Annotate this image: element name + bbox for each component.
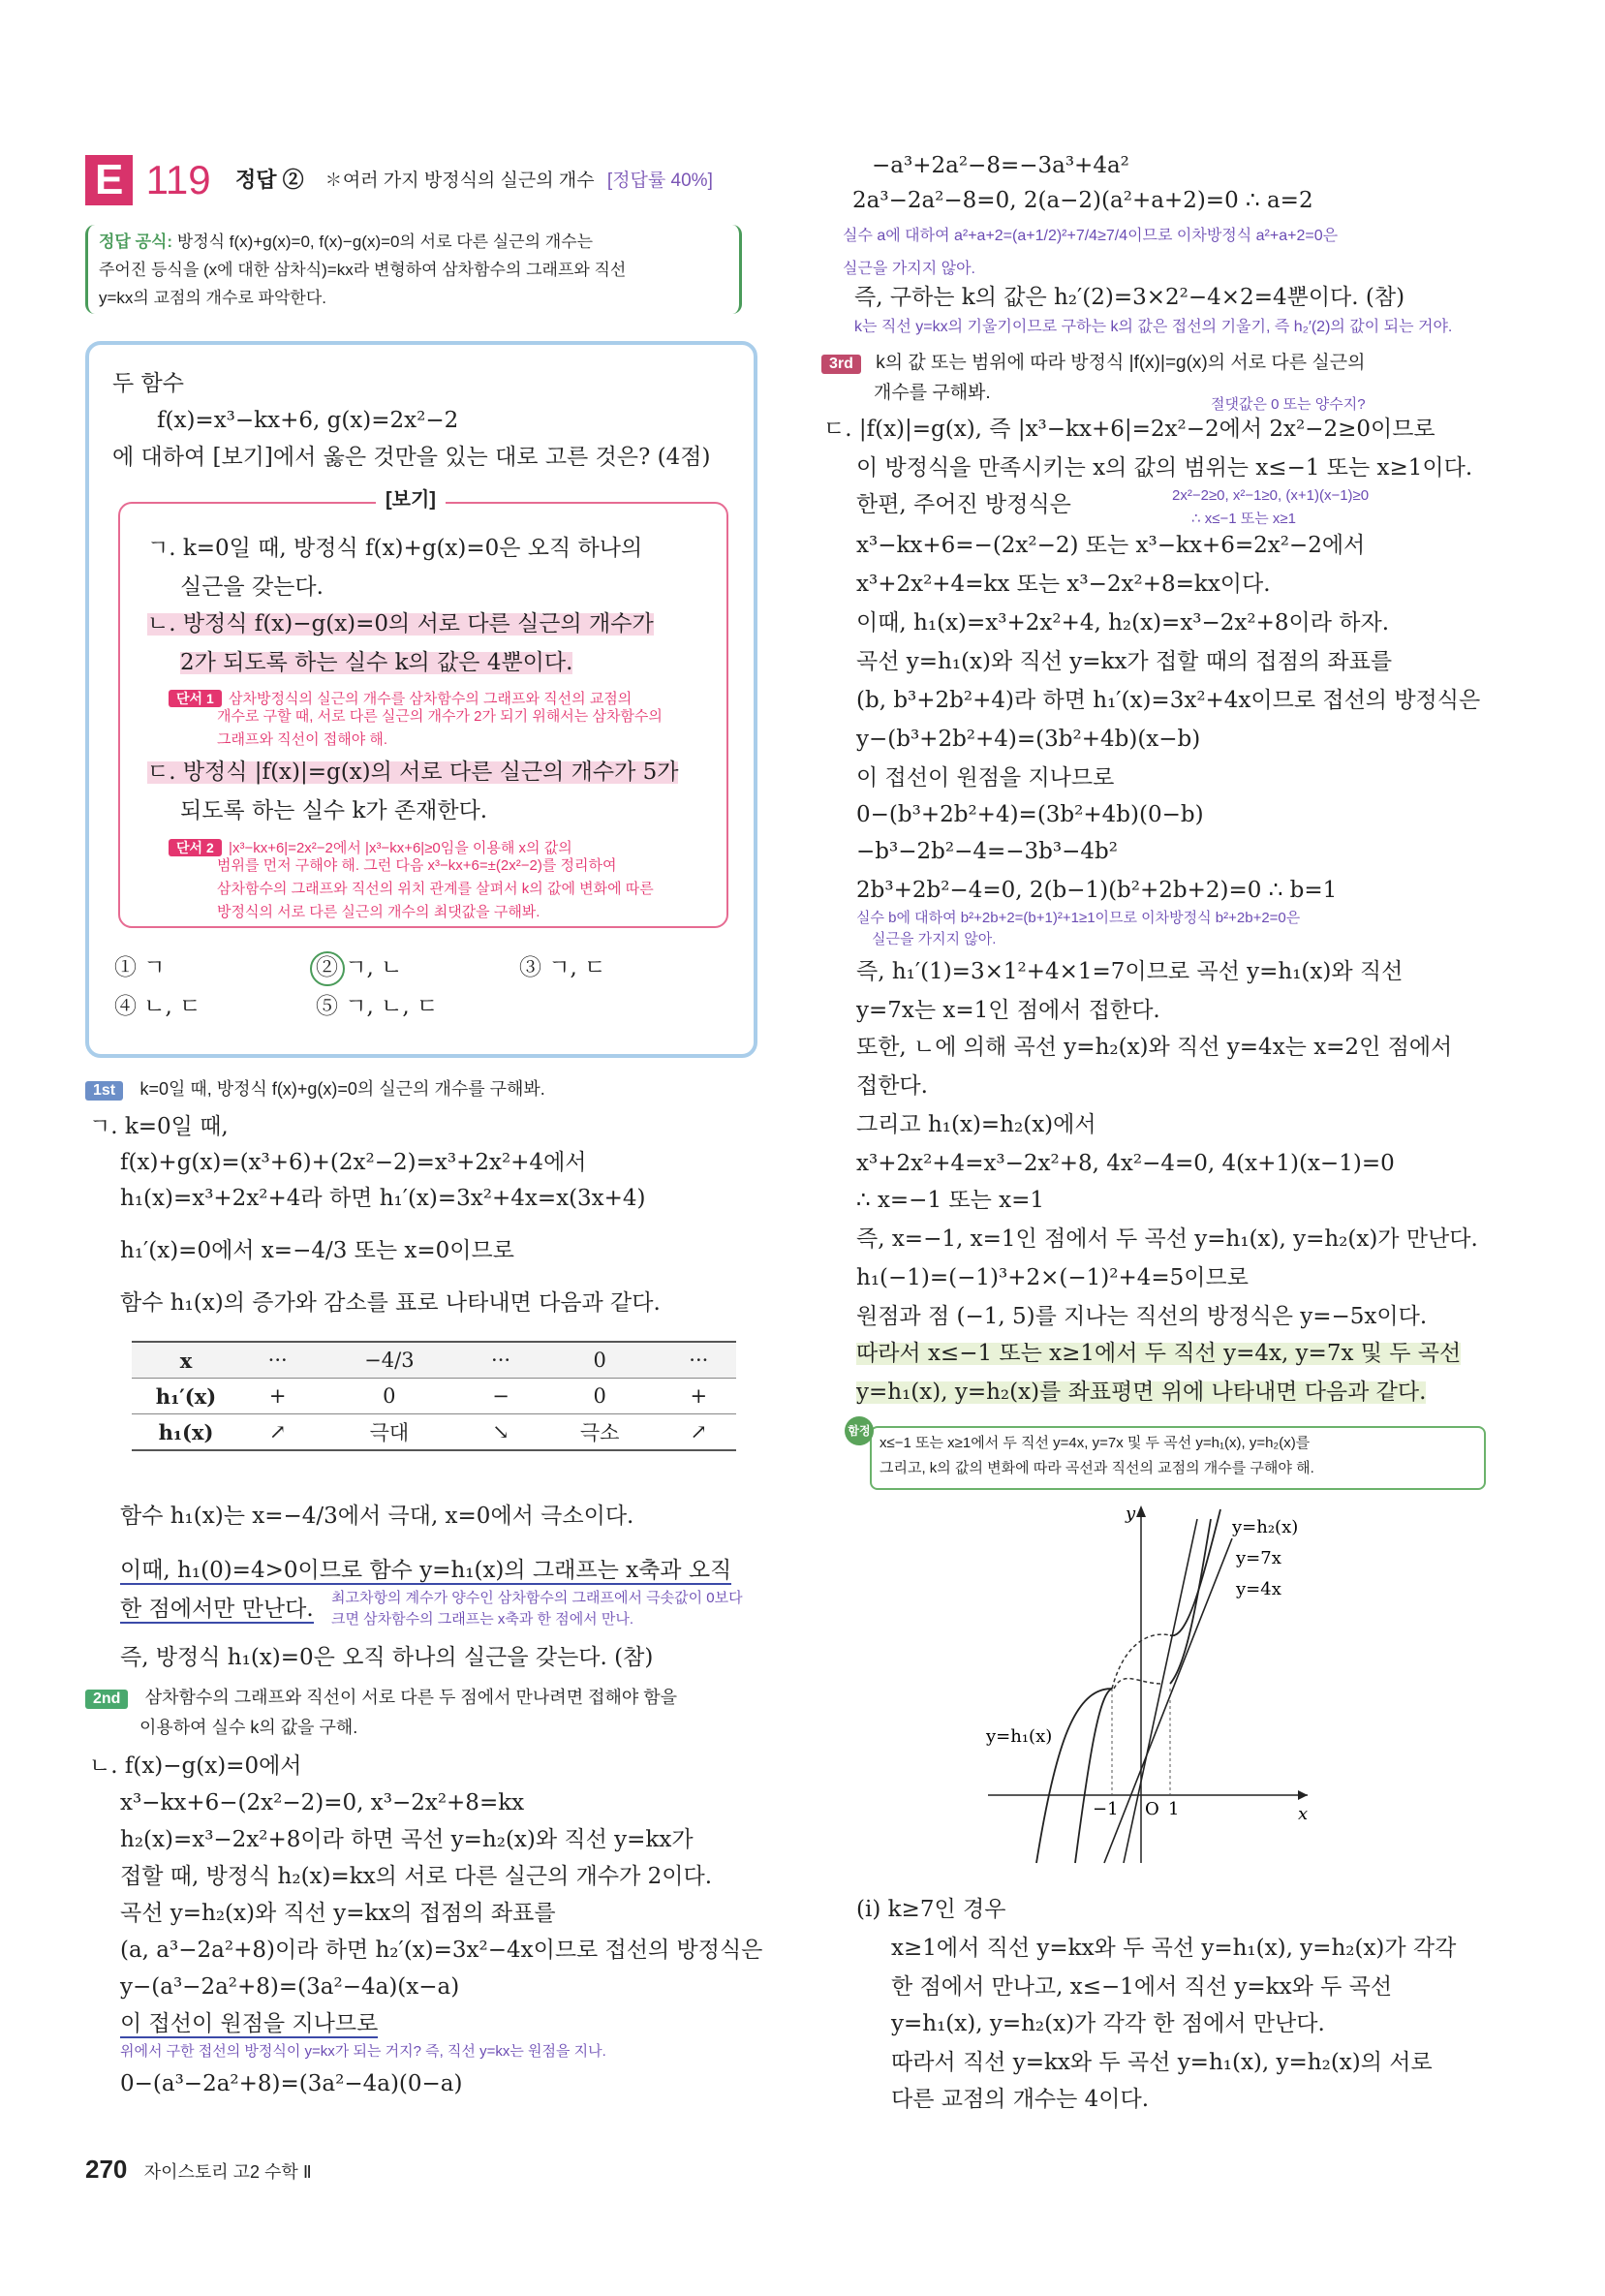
question-ask: 에 대하여 [보기]에서 옳은 것만을 있는 대로 고른 것은? (4점) — [112, 445, 711, 470]
solution-line: 0−(b³+2b²+4)=(3b²+4b)(0−b) — [856, 802, 1204, 827]
curve-h1-dashed — [1114, 1679, 1162, 1689]
note7-line: 실수 b에 대하여 b²+2b+2=(b+1)²+1≥1이므로 이차방정식 b²+2b+2=0은 — [856, 910, 1301, 926]
solution-line: 0−(a³−2a²+8)=(3a²−4a)(0−a) — [120, 2071, 463, 2096]
solution-line: 한 점에서 만나고, x≤−1에서 직선 y=kx와 두 곡선 — [891, 1974, 1393, 2000]
solution-line: 함수 h₁(x)의 증가와 감소를 표로 나타내면 다음과 같다. — [120, 1290, 661, 1316]
solution-line: h₁(x)=x³+2x²+4라 하면 h₁′(x)=3x²+4x=x(3x+4) — [120, 1186, 646, 1211]
tick-neg1: −1 — [1093, 1799, 1119, 1819]
solution-line: 즉, 방정식 h₁(x)=0은 오직 하나의 실근을 갖는다. (참) — [120, 1645, 654, 1670]
line-7x — [1124, 1519, 1197, 1863]
table-cell: ··· — [463, 1342, 538, 1379]
note7-line: 실근을 가지지 않아. — [872, 931, 997, 947]
solution-line: f(x)+g(x)=(x³+6)+(2x²−2)=x³+2x²+4에서 — [120, 1150, 587, 1175]
solution-line: h₂(x)=x³−2x²+8이라 하면 곡선 y=h₂(x)와 직선 y=kx가 — [120, 1827, 694, 1852]
y-axis-label: y — [1126, 1504, 1136, 1524]
solution-line: (b, b³+2b²+4)라 하면 h₁′(x)=3x²+4x이므로 접선의 방정식은 — [856, 688, 1481, 713]
x-axis-label: x — [1298, 1804, 1309, 1824]
solution-line: 접한다. — [856, 1073, 928, 1099]
hint1-line: 그래프와 직선이 접해야 해. — [217, 731, 388, 748]
problem-header — [85, 155, 713, 205]
bogi-item-a: 실근을 갖는다. — [180, 574, 324, 600]
solution-line: 2b³+2b²−4=0, 2(b−1)(b²+2b+2)=0 ∴ b=1 — [856, 878, 1338, 903]
hint1-line: 삼차방정식의 실근의 개수를 삼차함수의 그래프와 직선의 교점의 — [229, 691, 633, 707]
solution-line: 다른 교점의 개수는 4이다. — [891, 2087, 1150, 2112]
table-cell: 극소 — [539, 1414, 662, 1451]
table-cell: ↗ — [662, 1414, 736, 1451]
function-graph — [978, 1500, 1327, 1868]
table-cell: −4/3 — [315, 1342, 463, 1379]
formula-line: 방정식 f(x)+g(x)=0, f(x)−g(x)=0의 서로 다른 실근의 개수는 — [176, 233, 594, 251]
solution-line: 또한, ㄴ에 의해 곡선 y=h₂(x)와 직선 y=4x는 x=2인 점에서 — [856, 1035, 1453, 1060]
solution-line: 이 접선이 원점을 지나므로 — [856, 765, 1115, 791]
step2-text: 삼차함수의 그래프와 직선이 서로 다른 두 점에서 만나려면 접해야 함을 — [144, 1688, 678, 1707]
choice-1[interactable]: ① ㄱ — [114, 955, 166, 980]
solution-line: 이 방정식을 만족시키는 x의 값의 범위는 x≤−1 또는 x≥1이다. — [856, 455, 1473, 481]
y-axis-arrow-icon — [1136, 1505, 1146, 1517]
solution-line: 2a³−2a²−8=0, 2(a−2)(a²+a+2)=0 ∴ a=2 — [852, 188, 1313, 213]
note6-line: 2x²−2≥0, x²−1≥0, (x+1)(x−1)≥0 — [1172, 487, 1370, 504]
solution-line: −a³+2a²−8=−3a³+4a² — [872, 153, 1129, 178]
rate: [정답률 40%] — [606, 170, 713, 191]
bogi-item-b: ㄴ. 방정식 f(x)−g(x)=0의 서로 다른 실근의 개수가 — [147, 611, 654, 636]
curve-h1 — [1170, 1519, 1211, 1684]
hint2-line: 삼차함수의 그래프와 직선의 위치 관계를 살펴서 k의 값에 변화에 따른 — [217, 881, 654, 897]
step3-tag: 3rd — [821, 355, 861, 374]
table-row — [132, 1342, 736, 1379]
solution-line: y=7x는 x=1인 점에서 접한다. — [856, 998, 1160, 1023]
hint1-tag: 단서 1 — [169, 690, 222, 707]
hint2-line: 방정식의 서로 다른 실근의 개수의 최댓값을 구해봐. — [217, 904, 540, 920]
problem-letter: E — [85, 155, 133, 205]
step1-text: k=0일 때, 방정식 f(x)+g(x)=0의 실근의 개수를 구해봐. — [139, 1079, 545, 1099]
table-cell: ··· — [240, 1342, 315, 1379]
choice-2[interactable]: ② ㄱ, ㄴ — [316, 955, 403, 980]
note3-line: 실근을 가지지 않아. — [843, 261, 975, 277]
case-heading: (i) k≥7인 경우 — [856, 1897, 1006, 1922]
bogi-item-c: ㄷ. 방정식 |f(x)|=g(x)의 서로 다른 실근의 개수가 5가 — [147, 760, 679, 785]
solution-line: 원점과 점 (−1, 5)를 지나는 직선의 방정식은 y=−5x이다. — [856, 1304, 1428, 1329]
table-cell: 0 — [539, 1379, 662, 1414]
solution-line: ∴ x=−1 또는 x=1 — [856, 1188, 1045, 1213]
hint1-line: 개수로 구할 때, 서로 다른 실근의 개수가 2가 되기 위해서는 삼차함수의 — [217, 708, 663, 725]
bogi-item-b: 2가 되도록 하는 실수 k의 값은 4뿐이다. — [180, 650, 573, 675]
solution-line: 한편, 주어진 방정식은 — [856, 492, 1071, 517]
solution-line: x³+2x²+4=kx 또는 x³−2x²+8=kx이다. — [856, 572, 1271, 597]
solution-line: h₁(−1)=(−1)³+2×(−1)²+4=5이므로 — [856, 1265, 1249, 1290]
choice-2-circle-icon — [310, 951, 345, 986]
note4: k는 직선 y=kx의 기울기이므로 구하는 k의 값은 접선의 기울기, 즉 h₂′(2)의 값이 되는 거야. — [854, 319, 1453, 335]
formula-line: y=kx의 교점의 개수로 파악한다. — [99, 289, 326, 307]
solution-line: 즉, h₁′(1)=3×1²+4×1=7이므로 곡선 y=h₁(x)와 직선 — [856, 959, 1404, 984]
label-h1: y=h₁(x) — [986, 1726, 1053, 1747]
solution-line: 함수 h₁(x)는 x=−4/3에서 극대, x=0에서 극소이다. — [120, 1504, 634, 1529]
page-number: 270 — [85, 2155, 128, 2184]
trap-line: 그리고, k의 값의 변화에 따라 곡선과 직선의 교점의 개수를 구해야 해. — [880, 1460, 1314, 1476]
solution-line: 접할 때, 방정식 h₂(x)=kx의 서로 다른 실근의 개수가 2이다. — [120, 1864, 713, 1889]
bogi-title: [보기] — [376, 490, 446, 510]
solution-line: 곡선 y=h₂(x)와 직선 y=kx의 접점의 좌표를 — [120, 1901, 556, 1926]
problem-number: 119 — [145, 157, 211, 202]
step3-text: k의 값 또는 범위에 따라 방정식 |f(x)|=g(x)의 서로 다른 실근의 — [876, 353, 1366, 373]
book-title: 자이스토리 고2 수학 Ⅱ — [143, 2162, 312, 2182]
step2-tag: 2nd — [85, 1690, 128, 1709]
table-row — [132, 1379, 736, 1414]
solution-line: 따라서 x≤−1 또는 x≥1에서 두 직선 y=4x, y=7x 및 두 곡선 — [856, 1341, 1462, 1366]
solution-line: x³−kx+6=−(2x²−2) 또는 x³−kx+6=2x²−2에서 — [856, 533, 1366, 558]
solution-line: x³−kx+6−(2x²−2)=0, x³−2x²+8=kx — [120, 1790, 525, 1815]
step2-text: 이용하여 실수 k의 값을 구해. — [139, 1718, 358, 1737]
solution-line: h₁′(x)=0에서 x=−4/3 또는 x=0이므로 — [120, 1238, 514, 1263]
solution-line: y−(b³+2b²+4)=(3b²+4b)(x−b) — [856, 727, 1201, 752]
note3-line: 실수 a에 대하여 a²+a+2=(a+1/2)²+7/4≥7/4이므로 이차방정식 a²+a+2=0은 — [843, 228, 1339, 244]
solution-line: 이 접선이 원점을 지나므로 — [120, 2011, 379, 2036]
label-4x: y=4x — [1236, 1579, 1281, 1599]
curve-h1 — [1036, 1689, 1112, 1863]
table-cell: h₁′(x) — [132, 1379, 240, 1414]
solution-line: ㄱ. k=0일 때, — [89, 1114, 229, 1139]
solution-line: 즉, 구하는 k의 값은 h₂′(2)=3×2²−4×2=4뿐이다. (참) — [854, 285, 1405, 310]
table-cell: + — [240, 1379, 315, 1414]
table-cell: h₁(x) — [132, 1414, 240, 1451]
table-cell: x — [132, 1342, 240, 1379]
table-cell: + — [662, 1379, 736, 1414]
formula-line: 주어진 등식을 (x에 대한 삼차식)=kx라 변형하여 삼차함수의 그래프와 직선 — [99, 261, 627, 279]
increase-decrease-table — [132, 1341, 736, 1451]
note1-line: 최고차항의 계수가 양수인 삼차함수의 그래프에서 극솟값이 0보다 — [331, 1590, 743, 1606]
solution-line: x³+2x²+4=x³−2x²+8, 4x²−4=0, 4(x+1)(x−1)=0 — [856, 1151, 1395, 1176]
bogi-item-c: 되도록 하는 실수 k가 존재한다. — [180, 798, 488, 823]
solution-line: 이때, h₁(0)=4>0이므로 함수 y=h₁(x)의 그래프는 x축과 오직 — [120, 1558, 732, 1583]
question-intro: 두 함수 — [112, 371, 184, 396]
x-axis-arrow-icon — [1298, 1790, 1308, 1800]
solution-line: ㄷ. |f(x)|=g(x), 즉 |x³−kx+6|=2x²−2에서 2x²−2≥0이므로 — [823, 417, 1435, 442]
hint2-line: 범위를 먼저 구해야 해. 그런 다음 x³−kx+6=±(2x²−2)를 정리하여 — [217, 857, 617, 874]
table-cell: 극대 — [315, 1414, 463, 1451]
label-h2: y=h₂(x) — [1232, 1517, 1299, 1537]
note6-line: ∴ x≤−1 또는 x≥1 — [1191, 511, 1296, 527]
choice-5[interactable]: ⑤ ㄱ, ㄴ, ㄷ — [316, 994, 439, 1019]
solution-line: 곡선 y=h₁(x)와 직선 y=kx가 접할 때의 접점의 좌표를 — [856, 649, 1393, 674]
solution-line: y−(a³−2a²+8)=(3a²−4a)(x−a) — [120, 1974, 460, 2000]
solution-line: (a, a³−2a²+8)이라 하면 h₂′(x)=3x²−4x이므로 접선의 방정식은 — [120, 1938, 763, 1963]
choice-4[interactable]: ④ ㄴ, ㄷ — [114, 994, 201, 1019]
table-cell: 0 — [539, 1342, 662, 1379]
solution-line: y=h₁(x), y=h₂(x)를 좌표평면 위에 나타내면 다음과 같다. — [856, 1380, 1427, 1405]
solution-line: y=h₁(x), y=h₂(x)가 각각 한 점에서 만난다. — [891, 2011, 1325, 2036]
tick-origin: O — [1145, 1799, 1159, 1819]
table-cell: ↗ — [240, 1414, 315, 1451]
table-row — [132, 1414, 736, 1451]
answer-label: 정답 ② — [234, 168, 304, 192]
hint2-tag: 단서 2 — [169, 839, 222, 856]
note5: 절댓값은 0 또는 양수지? — [1211, 396, 1366, 413]
trap-tag: 함정 — [845, 1416, 874, 1445]
choice-3[interactable]: ③ ㄱ, ㄷ — [519, 955, 606, 980]
hint2-line: |x³−kx+6|=2x²−2에서 |x³−kx+6|≥0임을 이용해 x의 값의 — [229, 840, 572, 856]
bogi-item-a: ㄱ. k=0일 때, 방정식 f(x)+g(x)=0은 오직 하나의 — [147, 536, 643, 561]
table-cell: ··· — [662, 1342, 736, 1379]
table-cell: 0 — [315, 1379, 463, 1414]
trap-line: x≤−1 또는 x≥1에서 두 직선 y=4x, y=7x 및 두 곡선 y=h₁(x), y=h₂(x)를 — [880, 1435, 1311, 1451]
question-functions: f(x)=x³−kx+6, g(x)=2x²−2 — [157, 408, 459, 433]
table-cell: ↘ — [463, 1414, 538, 1451]
solution-line: 그리고 h₁(x)=h₂(x)에서 — [856, 1112, 1096, 1137]
solution-line: 한 점에서만 만난다. — [120, 1597, 314, 1622]
formula-label: 정답 공식: — [99, 233, 173, 251]
solution-line: ㄴ. f(x)−g(x)=0에서 — [89, 1753, 302, 1779]
solution-line: 즉, x=−1, x=1인 점에서 두 곡선 y=h₁(x), y=h₂(x)가 만난다. — [856, 1226, 1478, 1252]
label-7x: y=7x — [1236, 1548, 1281, 1568]
step3-text: 개수를 구해봐. — [874, 383, 991, 403]
note2: 위에서 구한 접선의 방정식이 y=kx가 되는 거지? 즉, 직선 y=kx는 원점을 지나. — [120, 2043, 606, 2060]
solution-line: −b³−2b²−4=−3b³−4b² — [856, 839, 1118, 864]
topic: ✽여러 가지 방정식의 실근의 개수 — [324, 170, 595, 191]
tick-1: 1 — [1168, 1799, 1180, 1819]
solution-line: 따라서 직선 y=kx와 두 곡선 y=h₁(x), y=h₂(x)의 서로 — [891, 2050, 1433, 2075]
curve-h2 — [1075, 1689, 1112, 1863]
step1-tag: 1st — [85, 1081, 123, 1101]
note1-line: 크면 삼차함수의 그래프는 x축과 한 점에서 만나. — [331, 1611, 633, 1628]
solution-line: x≥1에서 직선 y=kx와 두 곡선 y=h₁(x), y=h₂(x)가 각각 — [891, 1936, 1457, 1961]
table-cell: − — [463, 1379, 538, 1414]
solution-line: 이때, h₁(x)=x³+2x²+4, h₂(x)=x³−2x²+8이라 하자. — [856, 610, 1390, 636]
